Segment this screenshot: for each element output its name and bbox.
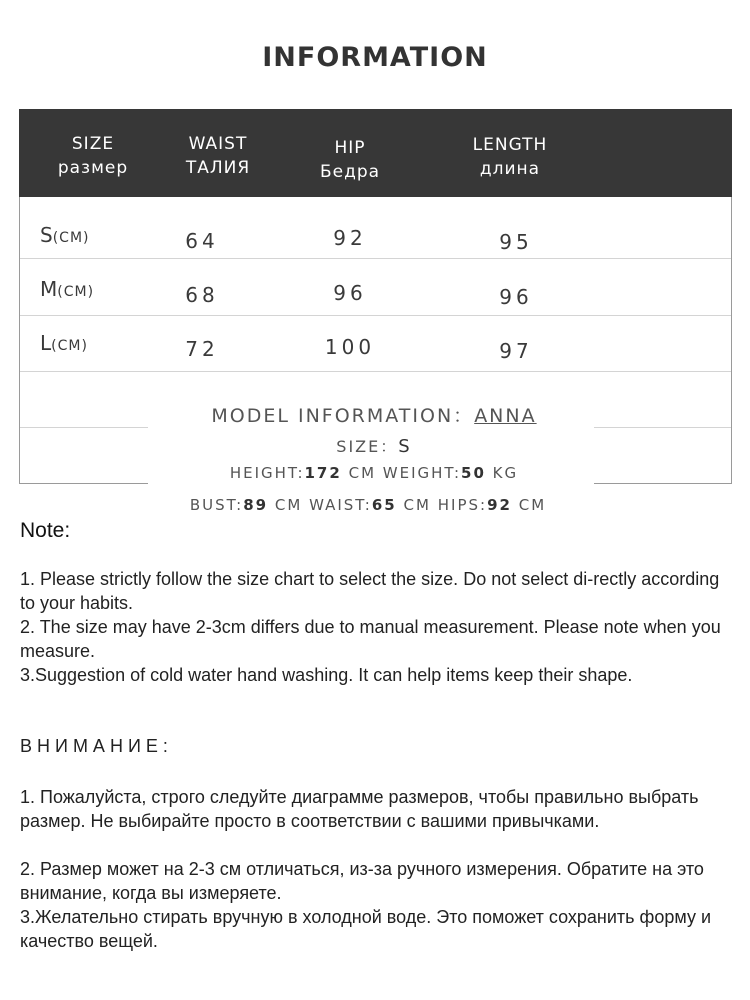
height-value: 172: [304, 464, 342, 482]
header-length-ru: длина: [479, 159, 541, 179]
hips-label: HIPS:: [437, 496, 488, 514]
cell-hip-m: 96: [333, 281, 367, 305]
header-size-en: SIZE: [71, 134, 115, 154]
cell-waist-s: 64: [185, 229, 219, 253]
model-height-weight-line: [94, 464, 654, 482]
note-item-2: 2. The size may have 2-3cm differs due to manual measurement. Please note when you measure.: [20, 617, 721, 661]
header-waist: [153, 134, 283, 178]
size-letter: L: [40, 331, 52, 355]
model-measurements-line: [88, 496, 648, 514]
cell-waist-m: 68: [185, 283, 219, 307]
header-waist-ru: ТАЛИЯ: [185, 158, 251, 178]
note-ru-item-3: 3.Желательно стирать вручную в холодной воде. Это поможет сохранить форму и качество вещей.: [20, 907, 712, 951]
weight-value: 50: [461, 464, 486, 482]
height-unit: CM: [348, 464, 377, 482]
row-divider: [20, 315, 731, 316]
model-label: MODEL INFORMATION：: [211, 405, 475, 427]
cell-length-s: 95: [499, 230, 533, 254]
waist-unit: CM: [403, 496, 431, 514]
weight-unit: KG: [492, 464, 519, 482]
height-label: HEIGHT:: [229, 464, 305, 482]
bust-unit: CM: [274, 496, 303, 514]
hips-unit: CM: [518, 496, 547, 514]
cell-length-m: 96: [499, 285, 533, 309]
cell-waist-l: 72: [185, 337, 219, 361]
model-name: ANNA: [474, 405, 537, 427]
header-length-en: LENGTH: [472, 135, 548, 155]
header-waist-en: WAIST: [188, 134, 248, 154]
note-ru-item-2: 2. Размер может на 2-3 см отличаться, из-за ручного измерения. Обратите на это внимание, когда вы измеряете.: [20, 859, 704, 903]
header-hip-ru: Бедра: [319, 162, 381, 182]
note-ru-title: ВНИМАНИЕ:: [20, 736, 173, 756]
row-divider: [20, 258, 731, 259]
row-size-m: [40, 277, 94, 301]
table-header: [19, 109, 732, 197]
header-length: [445, 135, 575, 179]
header-size-ru: размер: [57, 158, 129, 178]
cell-hip-s: 92: [333, 226, 367, 250]
header-hip-en: HIP: [334, 138, 366, 158]
note-ru-item-1: 1. Пожалуйста, строго следуйте диаграмме размеров, чтобы правильно выбрать размер. Не выбирайте просто в соответствии с вашими привычками.: [20, 787, 699, 831]
header-size: [28, 134, 158, 178]
cell-length-l: 97: [499, 339, 533, 363]
note-title: Note:: [20, 519, 71, 542]
model-size-value: S: [398, 436, 412, 457]
size-letter: S: [40, 223, 53, 247]
size-unit: (CM): [57, 284, 95, 300]
note-item-1: 1. Please strictly follow the size chart to select the size. Do not select di-rectly according to your habits.: [20, 569, 720, 613]
model-size-line: [94, 434, 654, 457]
cell-hip-l: 100: [324, 335, 376, 359]
size-letter: M: [40, 277, 58, 301]
size-unit: (CM): [51, 338, 88, 354]
bust-label: BUST:: [189, 496, 244, 514]
header-hip: [285, 138, 415, 182]
waist-label: WAIST:: [309, 496, 372, 514]
bust-value: 89: [243, 496, 269, 514]
waist-value: 65: [371, 496, 397, 514]
model-size-label: SIZE：: [336, 437, 399, 456]
note-item-3: 3.Suggestion of cold water hand washing. It can help items keep their shape.: [20, 665, 633, 685]
row-size-l: [40, 331, 88, 355]
page-title: INFORMATION: [262, 42, 488, 73]
row-size-s: [40, 223, 89, 247]
weight-label: WEIGHT:: [382, 464, 462, 482]
row-divider: [20, 371, 731, 372]
size-unit: (CM): [52, 230, 90, 246]
hips-value: 92: [487, 496, 512, 514]
model-name-line: [94, 401, 654, 428]
